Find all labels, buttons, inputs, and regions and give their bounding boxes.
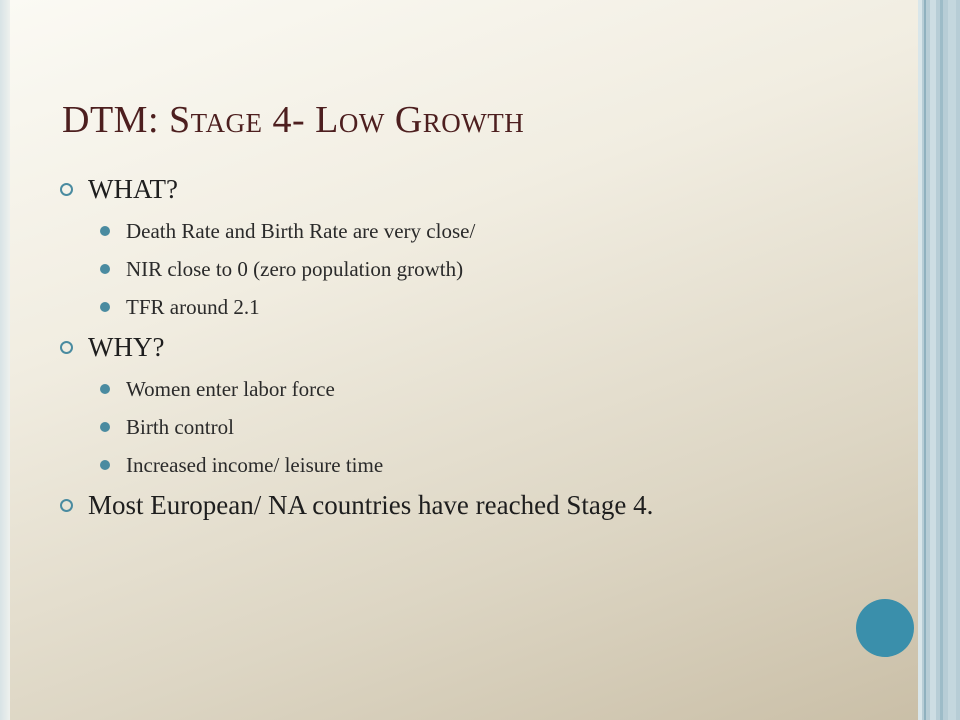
sub-bullet [60,376,850,402]
border-stripe [930,0,936,720]
border-stripe [918,0,922,720]
sub-bullet [60,294,850,320]
bullet-what [60,172,850,206]
dot-bullet-icon [100,460,110,470]
slide-content [60,172,850,522]
bullet-text: WHY? [88,332,165,362]
decorative-circle [856,599,914,657]
sub-bullet-text: NIR close to 0 (zero population growth) [126,257,464,281]
dot-bullet-icon [100,422,110,432]
dot-bullet-icon [100,226,110,236]
sub-bullet-text: TFR around 2.1 [126,295,260,319]
sub-bullet [60,218,850,244]
bullet-why [60,330,850,364]
sub-bullet-text: Birth control [126,415,234,439]
border-stripe [948,0,956,720]
dot-bullet-icon [100,302,110,312]
left-edge-decoration [0,0,10,720]
ring-bullet-icon [60,183,73,196]
right-border-decoration [918,0,960,720]
sub-bullet-text: Increased income/ leisure time [126,453,384,477]
bullet-text: Most European/ NA countries have reached Stage 4. [88,490,654,520]
bullet-stage4-countries [60,488,850,522]
sub-bullet [60,452,850,478]
border-stripe [924,0,926,720]
sub-bullet-text: Women enter labor force [126,377,335,401]
sub-bullet-text: Death Rate and Birth Rate are very close/ [126,219,476,243]
slide-title [62,98,902,142]
bullet-text: WHAT? [88,174,178,204]
dot-bullet-icon [100,384,110,394]
title-part: OW [338,108,385,138]
title-part: G [384,99,423,141]
title-part: ROWTH [422,108,525,138]
border-stripe [940,0,943,720]
ring-bullet-icon [60,341,73,354]
ring-bullet-icon [60,499,73,512]
title-part: DTM: S [62,99,191,141]
dot-bullet-icon [100,264,110,274]
sub-bullet [60,414,850,440]
title-part: 4- L [262,99,339,141]
title-part: TAGE [190,108,263,138]
sub-bullet [60,256,850,282]
